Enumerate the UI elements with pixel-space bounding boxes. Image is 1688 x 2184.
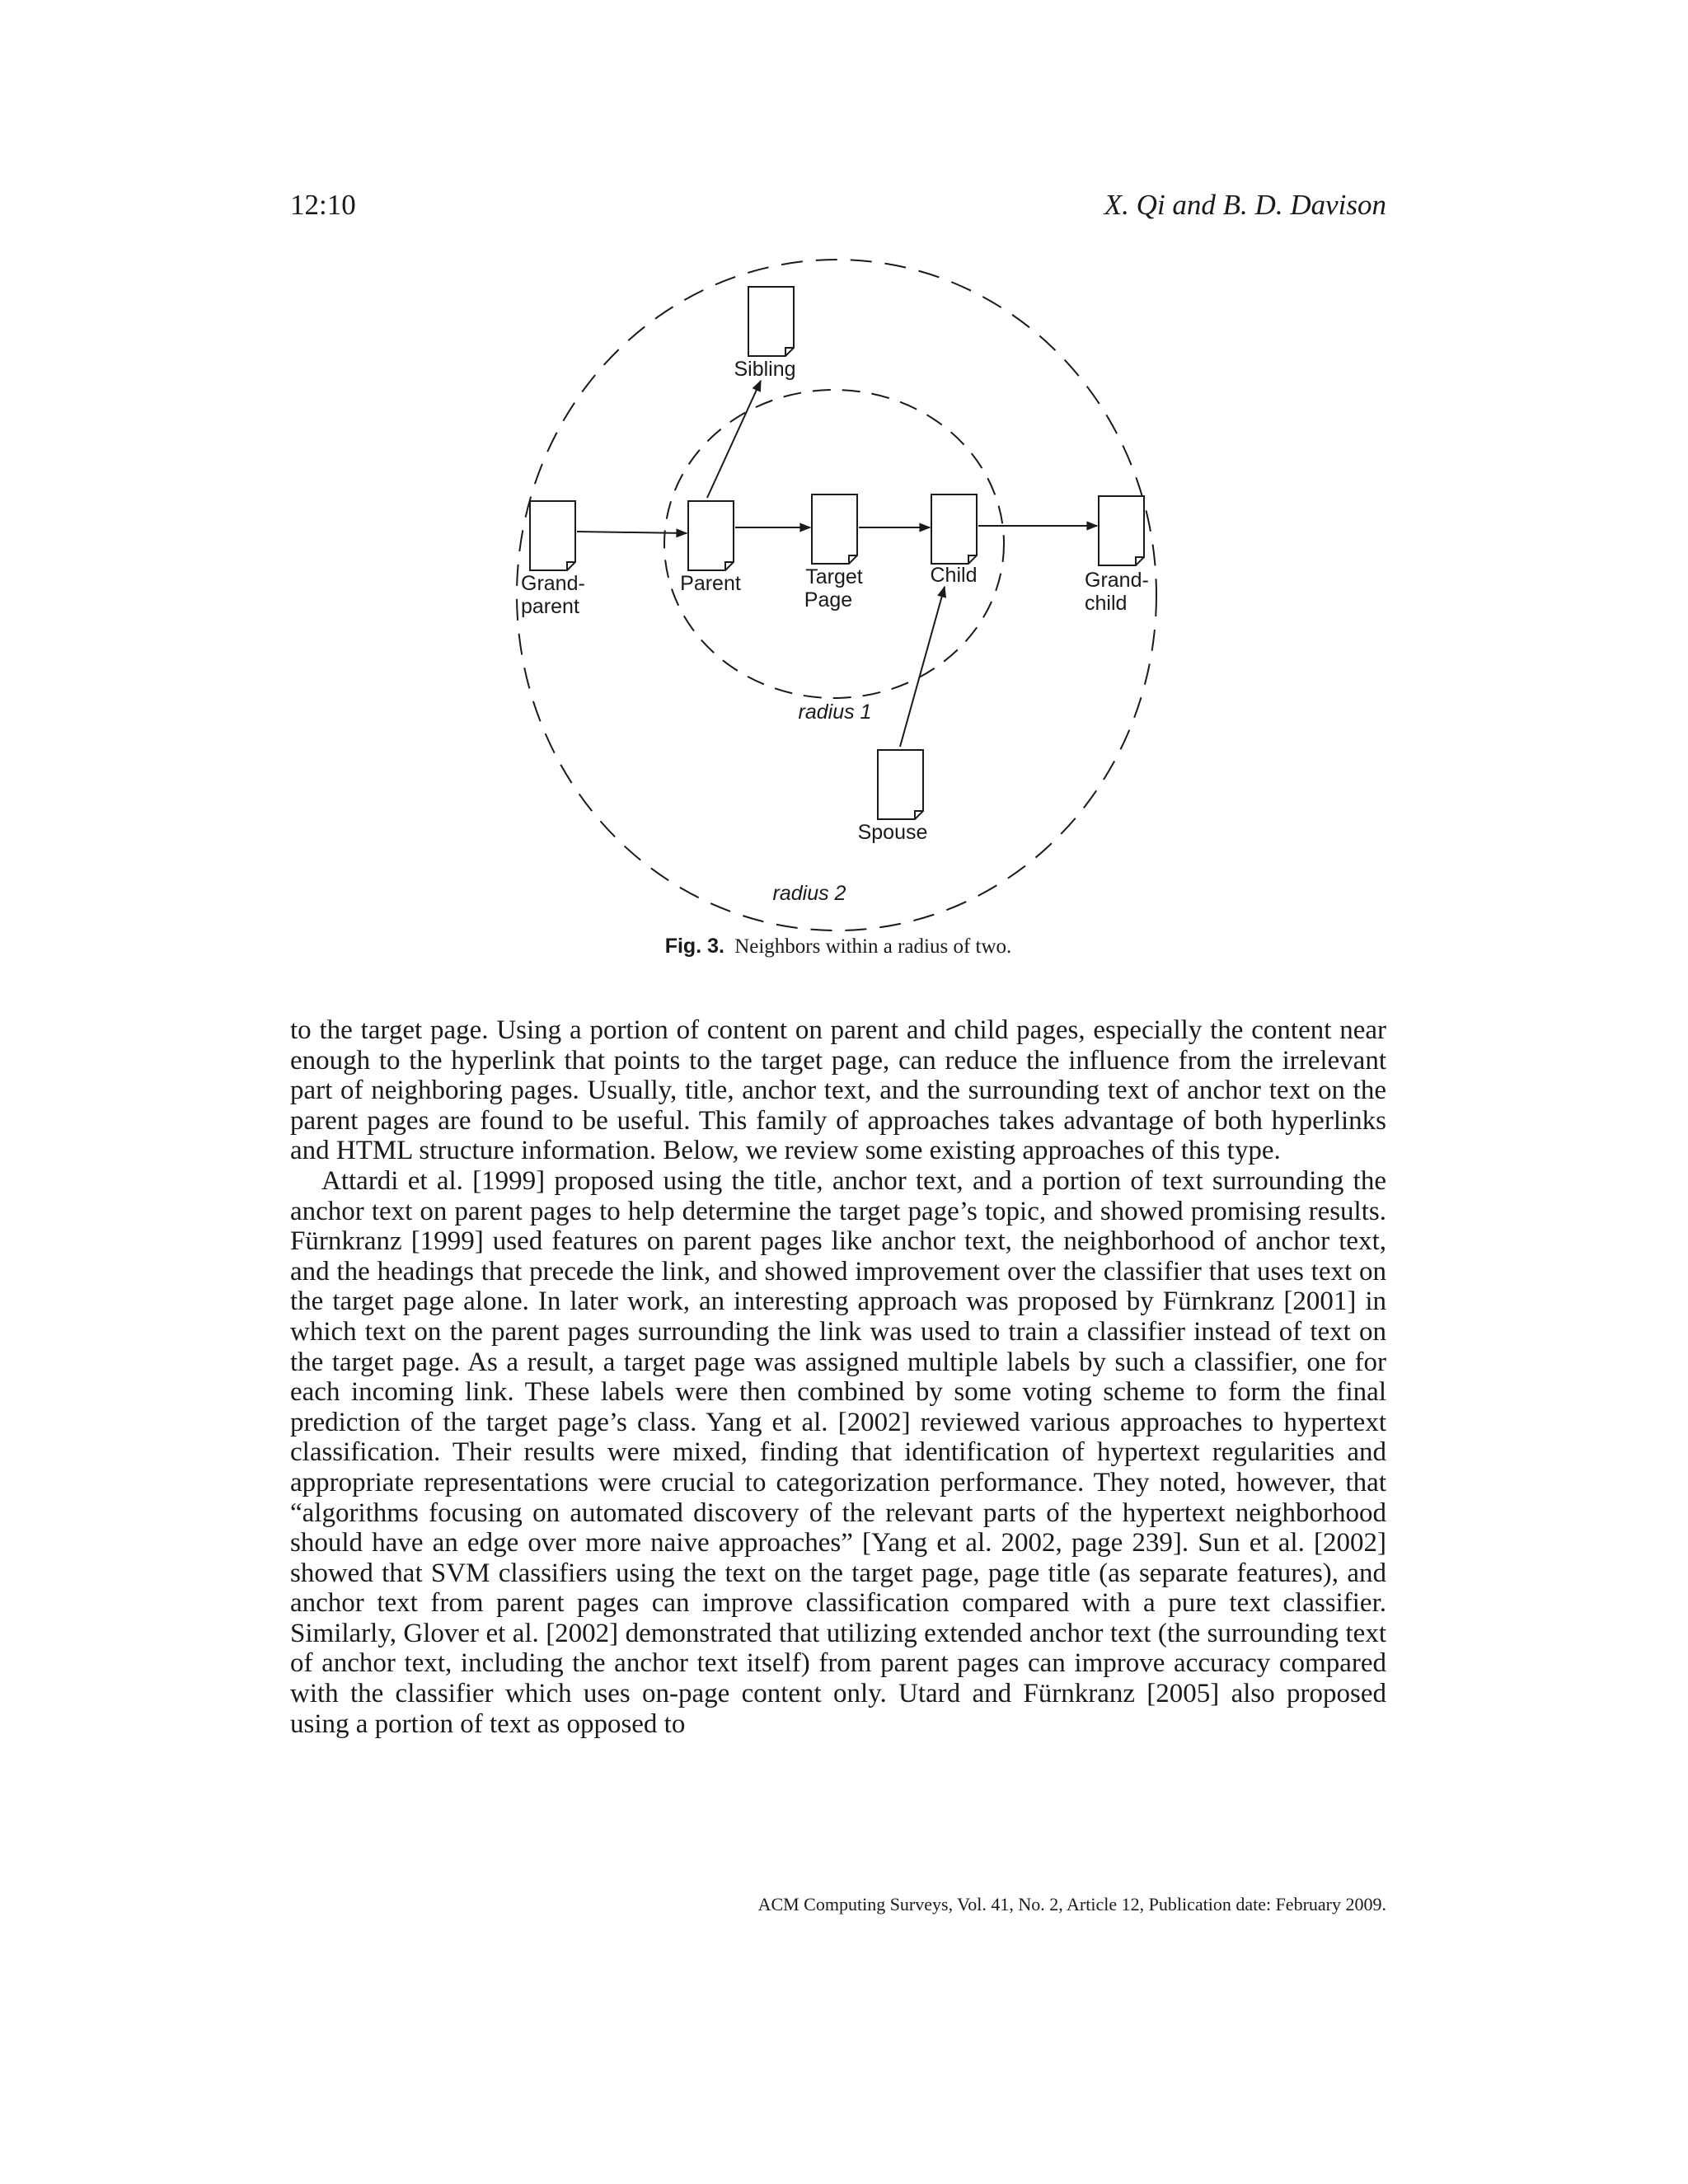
spouse-page-icon: [878, 750, 923, 819]
label-target-line2: Page: [804, 588, 853, 612]
child-page-icon: [931, 494, 977, 564]
label-grandchild-line1: Grand-: [1085, 569, 1149, 592]
figure-neighbors-diagram: [0, 0, 1688, 989]
label-sibling: Sibling: [734, 358, 796, 381]
parent-page-icon: [688, 501, 734, 570]
label-grandparent-line2: parent: [521, 595, 579, 618]
sibling-page-icon: [748, 287, 794, 356]
page-number: 12:10: [290, 189, 356, 221]
label-radius-1: radius 1: [798, 701, 872, 724]
body-paragraph: to the target page. Using a portion of content on parent and child pages, especially the content near enough to the hyperlink that points to the target page, can reduce the influence from the irrelevant part of neighboring pages. Usually, title, anchor text, and the surrounding text of anchor text on the parent pages are found to be useful. This family of approaches takes advantage of both hyperlinks and HTML structure information. Below, we review some existing approaches of this type.: [290, 1015, 1386, 1166]
grandparent-page-icon: [530, 501, 575, 570]
label-grandchild-line2: child: [1085, 592, 1128, 615]
body-paragraph: Attardi et al. [1999] proposed using the title, anchor text, and a portion of text surrounding the anchor text on parent pages to help determine the target page’s topic, and showed promising results. Fürnkranz [1999] used features on parent pages like anchor text, the neighborhood of anchor text, and the headings that precede the link, and showed improvement over the classifier that uses text on the target page alone. In later work, an interesting approach was proposed by Fürnkranz [2001] in which text on the parent pages surrounding the link was used to train a classifier instead of text on the target page. As a result, a target page was assigned multiple labels by such a classifier, one for each incoming link. These labels were then combined by some voting scheme to form the final prediction of the target page’s class. Yang et al. [2002] reviewed various approaches to hypertext classification. Their results were mixed, finding that identification of hypertext regularities and appropriate representations were crucial to categorization performance. They noted, however, that “algorithms focusing on automated discovery of the relevant parts of the hypertext neighborhood should have an edge over more naive approaches” [Yang et al. 2002, page 239]. Sun et al. [2002] showed that SVM classifiers using the text on the target page, page title (as separate features), and anchor text from parent pages can improve classification compared with a pure text classifier. Similarly, Glover et al. [2002] demonstrated that utilizing extended anchor text (the surrounding text of anchor text, including the anchor text itself) from parent pages can improve accuracy compared with the classifier which uses on-page content only. Utard and Fürnkranz [2005] also proposed using a portion of text as opposed to: [290, 1165, 1386, 1739]
target-page-icon: [812, 494, 857, 564]
arrow-parent-to-sibling: [707, 381, 761, 498]
figure-caption-label: Fig. 3.: [664, 935, 724, 958]
label-target-line1: Target: [805, 565, 863, 588]
body-text: [290, 1015, 1386, 1739]
arrow-grandparent-to-parent: [577, 532, 687, 533]
figure-caption-text: Neighbors within a radius of two.: [734, 935, 1012, 958]
grandchild-page-icon: [1099, 496, 1144, 565]
arrow-spouse-to-child: [900, 587, 945, 747]
neighbors-diagram: [0, 0, 1688, 989]
label-child: Child: [930, 564, 978, 587]
label-grandparent-line1: Grand-: [521, 572, 585, 595]
label-radius-2: radius 2: [772, 882, 846, 905]
label-spouse: Spouse: [857, 821, 928, 844]
figure-caption: [290, 931, 1386, 962]
page-footer: ACM Computing Surveys, Vol. 41, No. 2, Article 12, Publication date: February 2009.: [757, 1894, 1386, 1915]
label-parent: Parent: [680, 572, 741, 595]
running-head-authors: X. Qi and B. D. Davison: [1104, 189, 1386, 221]
